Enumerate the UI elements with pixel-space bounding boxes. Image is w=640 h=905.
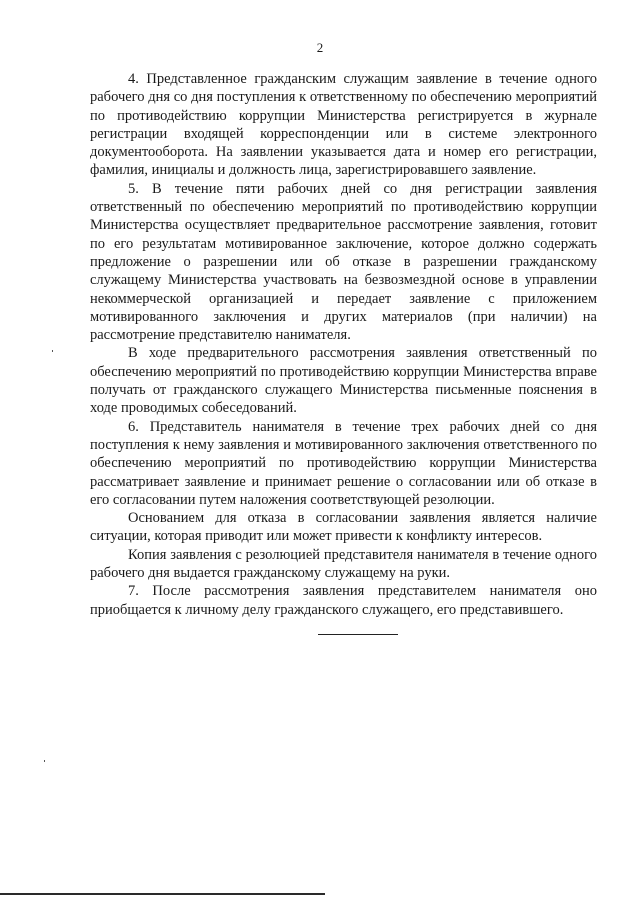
paragraph-item-5: 5. В течение пяти рабочих дней со дня регистрации заявления ответственный по обеспечению мероприятий по противодействию коррупции Министерства осуществляет предварительное рассмотрение заявления, готовит по его результатам мотивированное заключение, которое должно содержать предложение о разрешении или об отказе в разрешении гражданскому служащему Министерства участвовать на безвозмездной основе в управлении некоммерческой организацией и передает заявление с приложением мотивированного заключения и других материалов (при наличии) на рассмотрение представителю нанимателя. [90,180,597,344]
scan-speck [52,350,53,352]
paragraph-item-4: 4. Представленное гражданским служащим заявление в течение одного рабочего дня со дня поступления к ответственному по обеспечению мероприятий по противодействию коррупции Министерства регистрируется в журнале регистрации входящей корреспонденции или в системе электронного документооборота. На заявлении указывается дата и номер его регистрации, фамилия, инициалы и должность лица, зарегистрировавшего заявление. [90,71,597,179]
paragraph-preliminary-review: В ходе предварительного рассмотрения заявления ответственный по обеспечению мероприятий по противодействию коррупции Министерства вправе получать от гражданского служащего Министерства письменные пояснения в ходе проводимых собеседований. [90,345,597,417]
paragraph-item-6: 6. Представитель нанимателя в течение трех рабочих дней со дня поступления к нему заявления и мотивированного заключения ответственного по обеспечению мероприятий по противодействию коррупции Министерства рассматривает заявление и принимает решение о согласовании или об отказе в его согласовании путем наложения соответствующей резолюции. [90,418,597,508]
document-body [90,70,597,619]
paragraph-refusal-grounds: Основанием для отказа в согласовании заявления является наличие ситуации, которая приводит или может привести к конфликту интересов. [90,510,597,545]
paragraph-item-7: 7. После рассмотрения заявления представителем нанимателя оно приобщается к личному делу гражданского служащего, его представившего. [90,583,597,618]
paragraph-copy-issuance: Копия заявления с резолюцией представителя нанимателя в течение одного рабочего дня выдается гражданскому служащему на руки. [90,546,597,582]
scan-edge-line [0,893,325,895]
page-number: 2 [316,40,324,55]
scan-speck [44,760,45,762]
end-of-document-rule [318,634,398,635]
